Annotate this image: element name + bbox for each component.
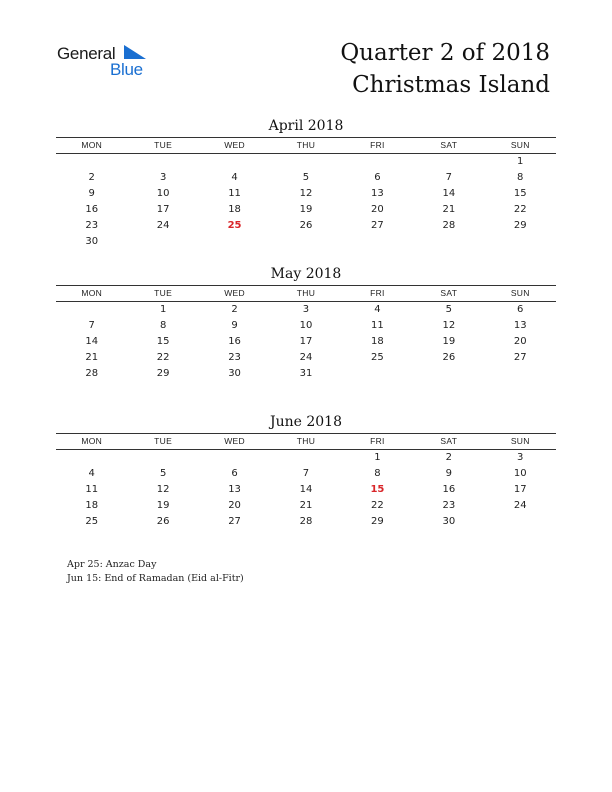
day-cell: 31 <box>299 368 313 379</box>
week-row <box>56 186 556 202</box>
page-title <box>340 37 550 101</box>
day-cell: 27 <box>371 220 384 231</box>
day-cell: 17 <box>156 204 170 215</box>
week-row <box>56 498 556 514</box>
day-cell: 28 <box>85 368 99 379</box>
day-cell: 10 <box>513 468 527 479</box>
weekday-label: SUN <box>510 140 530 150</box>
day-cell: 12 <box>156 484 170 495</box>
weekday-header <box>56 433 556 450</box>
day-cell: 17 <box>299 336 313 347</box>
day-cell: 27 <box>228 516 241 527</box>
day-cell: 30 <box>228 368 241 379</box>
week-row <box>56 514 556 530</box>
day-cell: 22 <box>156 352 170 363</box>
day-cell: 19 <box>442 336 456 347</box>
day-cell: 14 <box>85 336 99 347</box>
day-cell: 30 <box>85 236 99 247</box>
day-cell: 13 <box>513 320 527 331</box>
week-row <box>56 202 556 218</box>
day-cell <box>413 154 484 170</box>
day-cell: 20 <box>513 336 527 347</box>
day-cell <box>413 234 484 250</box>
day-cell: 16 <box>442 484 456 495</box>
weekday-header <box>56 137 556 154</box>
week-row <box>56 218 556 234</box>
day-cell: 14 <box>442 188 456 199</box>
weekday-label: MON <box>81 436 103 446</box>
day-cell: 15 <box>156 336 170 347</box>
day-cell: 23 <box>442 500 456 511</box>
day-cell: 28 <box>299 516 313 527</box>
day-cell: 4 <box>374 304 381 315</box>
weekday-label: WED <box>224 288 245 298</box>
day-cell: 2 <box>88 172 95 183</box>
day-cell: 16 <box>228 336 241 347</box>
day-cell <box>127 234 198 250</box>
day-cell: 7 <box>445 172 452 183</box>
day-cell: 29 <box>156 368 170 379</box>
weekday-label: SAT <box>440 436 458 446</box>
day-cell <box>485 366 556 382</box>
day-cell <box>199 450 270 466</box>
day-cell: 11 <box>228 188 241 199</box>
weekday-label: FRI <box>370 436 385 446</box>
day-cell: 11 <box>85 484 99 495</box>
day-cell: 12 <box>299 188 313 199</box>
day-cell: 29 <box>513 220 527 231</box>
day-cell: 4 <box>231 172 238 183</box>
week-row <box>56 366 556 382</box>
day-cell <box>485 234 556 250</box>
day-cell <box>485 514 556 530</box>
logo-triangle-icon <box>124 45 146 59</box>
month-title: June 2018 <box>269 414 342 430</box>
day-cell: 19 <box>299 204 313 215</box>
day-cell: 3 <box>159 172 167 183</box>
week-row <box>56 170 556 186</box>
week-row <box>56 450 556 466</box>
day-cell: 9 <box>445 468 452 479</box>
weekday-label: SAT <box>440 140 458 150</box>
weekday-label: THU <box>296 140 316 150</box>
day-cell: 10 <box>299 320 313 331</box>
weekday-label: FRI <box>370 140 385 150</box>
day-cell <box>127 154 198 170</box>
weekday-label: SAT <box>440 288 458 298</box>
day-cell <box>56 450 127 466</box>
day-cell: 6 <box>374 172 381 183</box>
day-cell: 5 <box>159 468 167 479</box>
holiday-note: Apr 25: Anzac Day <box>67 559 157 570</box>
day-cell: 7 <box>88 320 95 331</box>
weekday-label: FRI <box>370 288 385 298</box>
weekday-label: WED <box>224 140 245 150</box>
day-cell: 2 <box>445 452 452 463</box>
brand-logo <box>57 44 157 84</box>
week-row <box>56 466 556 482</box>
day-cell: 19 <box>156 500 170 511</box>
day-cell <box>127 450 198 466</box>
day-cell: 20 <box>228 500 241 511</box>
day-cell: 8 <box>517 172 524 183</box>
day-cell <box>342 366 413 382</box>
month-calendar <box>56 116 556 250</box>
weekday-label: SUN <box>510 436 530 446</box>
weekday-label: TUE <box>154 436 173 446</box>
week-row <box>56 234 556 250</box>
day-cell: 9 <box>231 320 238 331</box>
day-cell <box>270 450 341 466</box>
day-cell <box>56 154 127 170</box>
day-cell <box>199 154 270 170</box>
title-region: Christmas Island <box>352 72 550 98</box>
day-cell: 22 <box>371 500 384 511</box>
week-row <box>56 302 556 318</box>
day-cell <box>56 302 127 318</box>
day-cell: 26 <box>299 220 313 231</box>
day-cell <box>342 154 413 170</box>
holiday-note: Jun 15: End of Ramadan (Eid al-Fitr) <box>67 573 244 584</box>
week-row <box>56 334 556 350</box>
day-cell: 22 <box>513 204 527 215</box>
day-cell: 15 <box>513 188 527 199</box>
week-row <box>56 318 556 334</box>
day-cell <box>270 234 341 250</box>
day-cell: 17 <box>513 484 527 495</box>
day-cell: 13 <box>228 484 241 495</box>
week-row <box>56 350 556 366</box>
day-cell: 16 <box>85 204 99 215</box>
week-row <box>56 154 556 170</box>
day-cell: 6 <box>231 468 238 479</box>
holiday-day-cell: 15 <box>370 484 385 495</box>
day-cell: 21 <box>299 500 313 511</box>
day-cell: 20 <box>371 204 384 215</box>
day-cell: 6 <box>517 304 524 315</box>
day-cell: 18 <box>228 204 241 215</box>
month-title: May 2018 <box>270 266 342 282</box>
day-cell: 4 <box>88 468 95 479</box>
day-cell: 9 <box>88 188 95 199</box>
day-cell: 10 <box>156 188 170 199</box>
month-calendar <box>56 264 556 382</box>
weekday-label: WED <box>224 436 245 446</box>
day-cell: 27 <box>513 352 527 363</box>
day-cell: 5 <box>445 304 452 315</box>
day-cell: 1 <box>159 304 167 315</box>
weekday-label: SUN <box>510 288 530 298</box>
day-cell: 28 <box>442 220 456 231</box>
day-cell: 8 <box>374 468 381 479</box>
day-cell: 8 <box>159 320 167 331</box>
day-cell: 25 <box>85 516 99 527</box>
day-cell: 24 <box>156 220 170 231</box>
day-cell: 23 <box>85 220 99 231</box>
weekday-label: MON <box>81 140 103 150</box>
day-cell: 5 <box>302 172 310 183</box>
day-cell: 30 <box>442 516 456 527</box>
day-cell <box>413 366 484 382</box>
weekday-label: TUE <box>154 140 173 150</box>
logo-text-general: General <box>57 44 116 63</box>
day-cell: 18 <box>371 336 384 347</box>
day-cell: 18 <box>85 500 99 511</box>
day-cell: 21 <box>85 352 99 363</box>
weekday-label: TUE <box>154 288 173 298</box>
day-cell: 21 <box>442 204 456 215</box>
day-cell: 3 <box>517 452 524 463</box>
logo-text-blue: Blue <box>110 60 143 79</box>
weekday-label: THU <box>296 288 316 298</box>
weekday-label: THU <box>296 436 316 446</box>
weekday-label: MON <box>81 288 103 298</box>
day-cell <box>199 234 270 250</box>
day-cell: 26 <box>156 516 170 527</box>
day-cell <box>270 154 341 170</box>
day-cell <box>342 234 413 250</box>
weekday-header <box>56 285 556 302</box>
month-calendar <box>56 412 556 530</box>
day-cell: 7 <box>302 468 310 479</box>
day-cell: 26 <box>442 352 456 363</box>
day-cell: 13 <box>371 188 384 199</box>
day-cell: 3 <box>302 304 310 315</box>
title-quarter: Quarter 2 of 2018 <box>340 40 550 66</box>
day-cell: 1 <box>517 156 524 167</box>
day-cell: 11 <box>371 320 384 331</box>
day-cell: 14 <box>299 484 313 495</box>
day-cell: 12 <box>442 320 456 331</box>
week-row <box>56 482 556 498</box>
holiday-day-cell: 25 <box>227 220 242 231</box>
day-cell: 2 <box>231 304 238 315</box>
day-cell: 24 <box>299 352 313 363</box>
day-cell: 1 <box>374 452 381 463</box>
day-cell: 24 <box>513 500 527 511</box>
holiday-notes <box>67 558 244 586</box>
day-cell: 25 <box>371 352 384 363</box>
month-title: April 2018 <box>268 118 344 134</box>
day-cell: 23 <box>228 352 241 363</box>
day-cell: 29 <box>371 516 384 527</box>
